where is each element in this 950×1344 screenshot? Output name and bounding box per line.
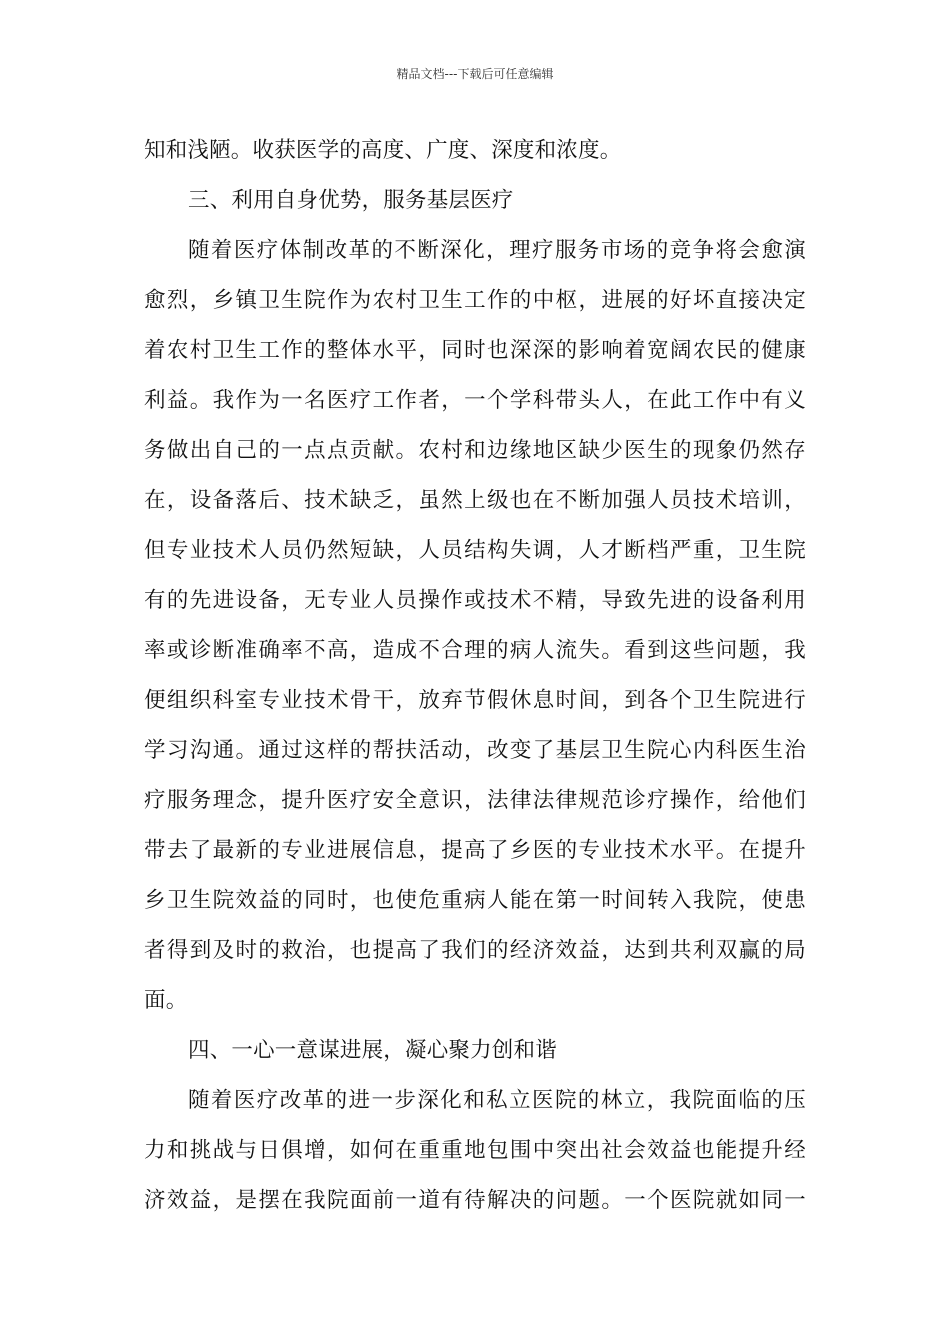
- page-header: 精品文档---下载后可任意编辑: [396, 67, 554, 81]
- text-line: 学习沟通。通过这样的帮扶活动，改变了基层卫生院心内科医生治: [144, 738, 806, 763]
- text-line: 面。: [144, 988, 188, 1013]
- text-line: 利益。我作为一名医疗工作者，一个学科带头人，在此工作中有义: [144, 388, 806, 413]
- text-line: 在，设备落后、技术缺乏，虽然上级也在不断加强人员技术培训，: [144, 488, 806, 513]
- text-line: 愈烈，乡镇卫生院作为农村卫生工作的中枢，进展的好坏直接决定: [144, 288, 806, 313]
- text-line: 有的先进设备，无专业人员操作或技术不精，导致先进的设备利用: [144, 588, 806, 613]
- text-line: 率或诊断准确率不高，造成不合理的病人流失。看到这些问题，我: [144, 638, 806, 663]
- document-body: [144, 126, 806, 1226]
- text-line: 务做出自己的一点点贡献。农村和边缘地区缺少医生的现象仍然存: [144, 438, 806, 463]
- text-line: 乡卫生院效益的同时，也使危重病人能在第一时间转入我院，使患: [144, 888, 806, 913]
- text-line: 济效益，是摆在我院面前一道有待解决的问题。一个医院就如同一: [144, 1188, 806, 1213]
- text-line: 随着医疗改革的进一步深化和私立医院的林立，我院面临的压: [188, 1088, 806, 1113]
- text-line: 带去了最新的专业进展信息，提高了乡医的专业技术水平。在提升: [144, 838, 806, 863]
- text-line: 但专业技术人员仍然短缺，人员结构失调，人才断档严重，卫生院: [144, 538, 806, 563]
- text-line: 知和浅陋。收获医学的高度、广度、深度和浓度。: [144, 138, 622, 163]
- text-line: 疗服务理念，提升医疗安全意识，法律法律规范诊疗操作，给他们: [144, 788, 806, 813]
- text-line: 便组织科室专业技术骨干，放弃节假休息时间，到各个卫生院进行: [144, 688, 806, 713]
- text-line: 随着医疗体制改革的不断深化，理疗服务市场的竞争将会愈演: [188, 238, 806, 263]
- section-heading: 四、一心一意谋进展，凝心聚力创和谐: [188, 1038, 557, 1063]
- text-line: 力和挑战与日俱增，如何在重重地包围中突出社会效益也能提升经: [144, 1138, 806, 1163]
- text-line: 着农村卫生工作的整体水平，同时也深深的影响着宽阔农民的健康: [144, 338, 806, 363]
- text-line: 者得到及时的救治，也提高了我们的经济效益，达到共利双赢的局: [144, 938, 806, 963]
- section-heading: 三、利用自身优势，服务基层医疗: [188, 188, 514, 213]
